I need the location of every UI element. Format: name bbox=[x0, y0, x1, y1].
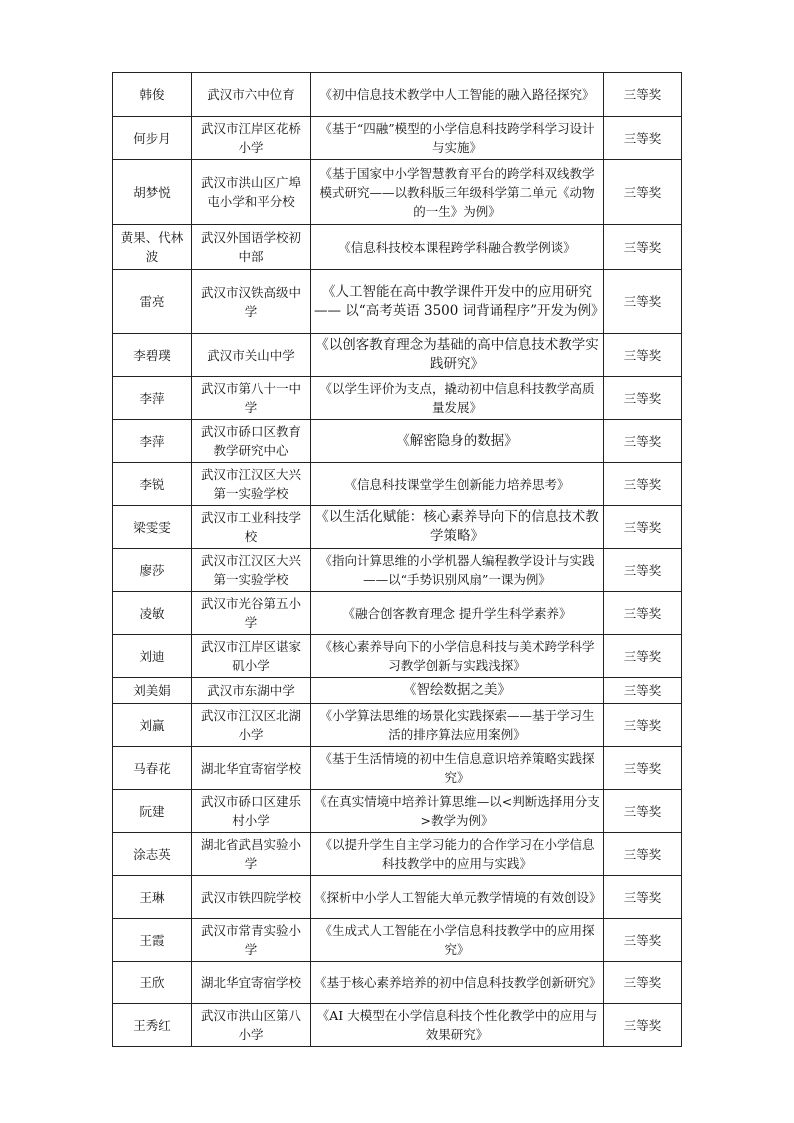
award-level: 三等奖 bbox=[604, 506, 682, 549]
paper-title: 《信息科技课堂学生创新能力培养思考》 bbox=[311, 463, 604, 506]
table-row bbox=[113, 377, 682, 420]
awards-table-body bbox=[113, 73, 682, 1047]
school-unit: 武汉市江汉区北湖小学 bbox=[192, 704, 311, 747]
award-level: 三等奖 bbox=[604, 160, 682, 225]
table-row bbox=[113, 334, 682, 377]
paper-title: 《融合创客教育理念 提升学生科学素养》 bbox=[311, 592, 604, 635]
school-unit: 武汉市汉铁高级中学 bbox=[192, 270, 311, 334]
paper-title: 《以生活化赋能：核心素养导向下的信息技术教学策略》 bbox=[311, 506, 604, 549]
award-level: 三等奖 bbox=[604, 549, 682, 592]
table-row bbox=[113, 117, 682, 160]
paper-title: 《小学算法思维的场景化实践探索——基于学习生活的排序算法应用案例》 bbox=[311, 704, 604, 747]
school-unit: 武汉市第八十一中学 bbox=[192, 377, 311, 420]
paper-title: 《在真实情境中培养计算思维—以<判断选择用分支>教学为例》 bbox=[311, 790, 604, 833]
table-row bbox=[113, 73, 682, 117]
author-name: 刘美娟 bbox=[113, 678, 192, 704]
school-unit: 武汉市工业科技学校 bbox=[192, 506, 311, 549]
award-level: 三等奖 bbox=[604, 334, 682, 377]
author-name: 王琳 bbox=[113, 876, 192, 919]
school-unit: 武汉市东湖中学 bbox=[192, 678, 311, 704]
paper-title: 《初中信息技术教学中人工智能的融入路径探究》 bbox=[311, 73, 604, 117]
award-level: 三等奖 bbox=[604, 678, 682, 704]
author-name: 王欣 bbox=[113, 962, 192, 1004]
paper-title: 《智绘数据之美》 bbox=[311, 678, 604, 704]
paper-title: 《基于生活情境的初中生信息意识培养策略实践探究》 bbox=[311, 747, 604, 790]
award-level: 三等奖 bbox=[604, 377, 682, 420]
award-level: 三等奖 bbox=[604, 919, 682, 962]
table-row bbox=[113, 506, 682, 549]
paper-title: 《探析中小学人工智能大单元教学情境的有效创设》 bbox=[311, 876, 604, 919]
award-level: 三等奖 bbox=[604, 463, 682, 506]
table-row bbox=[113, 1004, 682, 1047]
author-name: 李碧璞 bbox=[113, 334, 192, 377]
author-name: 胡梦悦 bbox=[113, 160, 192, 225]
paper-title: 《基于国家中小学智慧教育平台的跨学科双线教学模式研究——以教科版三年级科学第二单元《动物的一生》为例》 bbox=[311, 160, 604, 225]
school-unit: 湖北省武昌实验小学 bbox=[192, 833, 311, 876]
paper-title: 《基于核心素养培养的初中信息科技教学创新研究》 bbox=[311, 962, 604, 1004]
author-name: 何步月 bbox=[113, 117, 192, 160]
table-row bbox=[113, 790, 682, 833]
table-row bbox=[113, 270, 682, 334]
table-row bbox=[113, 592, 682, 635]
author-name: 凌敏 bbox=[113, 592, 192, 635]
table-row bbox=[113, 833, 682, 876]
award-level: 三等奖 bbox=[604, 1004, 682, 1047]
paper-title: 《解密隐身的数据》 bbox=[311, 420, 604, 463]
author-name: 黄果、代林波 bbox=[113, 225, 192, 270]
award-level: 三等奖 bbox=[604, 592, 682, 635]
author-name: 马春花 bbox=[113, 747, 192, 790]
paper-title: 《以提升学生自主学习能力的合作学习在小学信息科技教学中的应用与实践》 bbox=[311, 833, 604, 876]
author-name: 梁雯雯 bbox=[113, 506, 192, 549]
author-name: 李锐 bbox=[113, 463, 192, 506]
award-level: 三等奖 bbox=[604, 962, 682, 1004]
award-level: 三等奖 bbox=[604, 73, 682, 117]
school-unit: 武汉市江岸区花桥小学 bbox=[192, 117, 311, 160]
school-unit: 武汉市洪山区第八小学 bbox=[192, 1004, 311, 1047]
paper-title: 《人工智能在高中教学课件开发中的应用研究—— 以“高考英语 3500 词背诵程序”开发为例》 bbox=[311, 270, 604, 334]
table-row bbox=[113, 160, 682, 225]
school-unit: 湖北华宜寄宿学校 bbox=[192, 962, 311, 1004]
awards-table bbox=[112, 72, 682, 1047]
school-unit: 武汉市六中位育 bbox=[192, 73, 311, 117]
author-name: 王秀红 bbox=[113, 1004, 192, 1047]
paper-title: 《基于“四融”模型的小学信息科技跨学科学习设计与实施》 bbox=[311, 117, 604, 160]
author-name: 雷亮 bbox=[113, 270, 192, 334]
school-unit: 湖北华宜寄宿学校 bbox=[192, 747, 311, 790]
award-level: 三等奖 bbox=[604, 420, 682, 463]
author-name: 王霞 bbox=[113, 919, 192, 962]
author-name: 廖莎 bbox=[113, 549, 192, 592]
author-name: 阮建 bbox=[113, 790, 192, 833]
table-row bbox=[113, 962, 682, 1004]
school-unit: 武汉外国语学校初中部 bbox=[192, 225, 311, 270]
award-level: 三等奖 bbox=[604, 747, 682, 790]
award-level: 三等奖 bbox=[604, 790, 682, 833]
award-level: 三等奖 bbox=[604, 117, 682, 160]
author-name: 李萍 bbox=[113, 377, 192, 420]
paper-title: 《以创客教育理念为基础的高中信息技术教学实践研究》 bbox=[311, 334, 604, 377]
school-unit: 武汉市关山中学 bbox=[192, 334, 311, 377]
award-level: 三等奖 bbox=[604, 635, 682, 678]
school-unit: 武汉市常青实验小学 bbox=[192, 919, 311, 962]
award-level: 三等奖 bbox=[604, 225, 682, 270]
author-name: 李萍 bbox=[113, 420, 192, 463]
award-level: 三等奖 bbox=[604, 876, 682, 919]
paper-title: 《生成式人工智能在小学信息科技教学中的应用探究》 bbox=[311, 919, 604, 962]
school-unit: 武汉市铁四院学校 bbox=[192, 876, 311, 919]
author-name: 刘赢 bbox=[113, 704, 192, 747]
table-row bbox=[113, 635, 682, 678]
paper-title: 《AI 大模型在小学信息科技个性化教学中的应用与效果研究》 bbox=[311, 1004, 604, 1047]
author-name: 刘迪 bbox=[113, 635, 192, 678]
school-unit: 武汉市硚口区教育教学研究中心 bbox=[192, 420, 311, 463]
paper-title: 《以学生评价为支点，撬动初中信息科技教学高质量发展》 bbox=[311, 377, 604, 420]
table-row bbox=[113, 747, 682, 790]
school-unit: 武汉市江汉区大兴第一实验学校 bbox=[192, 549, 311, 592]
paper-title: 《指向计算思维的小学机器人编程教学设计与实践——以“手势识别风扇”一课为例》 bbox=[311, 549, 604, 592]
table-row bbox=[113, 463, 682, 506]
table-row bbox=[113, 919, 682, 962]
award-level: 三等奖 bbox=[604, 704, 682, 747]
table-row bbox=[113, 876, 682, 919]
author-name: 韩俊 bbox=[113, 73, 192, 117]
school-unit: 武汉市江岸区谌家矶小学 bbox=[192, 635, 311, 678]
award-level: 三等奖 bbox=[604, 270, 682, 334]
table-row bbox=[113, 225, 682, 270]
table-row bbox=[113, 704, 682, 747]
award-level: 三等奖 bbox=[604, 833, 682, 876]
school-unit: 武汉市硚口区建乐村小学 bbox=[192, 790, 311, 833]
paper-title: 《核心素养导向下的小学信息科技与美术跨学科学习教学创新与实践浅探》 bbox=[311, 635, 604, 678]
school-unit: 武汉市洪山区广埠屯小学和平分校 bbox=[192, 160, 311, 225]
table-row bbox=[113, 678, 682, 704]
school-unit: 武汉市光谷第五小学 bbox=[192, 592, 311, 635]
author-name: 涂志英 bbox=[113, 833, 192, 876]
table-row bbox=[113, 420, 682, 463]
table-row bbox=[113, 549, 682, 592]
school-unit: 武汉市江汉区大兴第一实验学校 bbox=[192, 463, 311, 506]
paper-title: 《信息科技校本课程跨学科融合教学例谈》 bbox=[311, 225, 604, 270]
